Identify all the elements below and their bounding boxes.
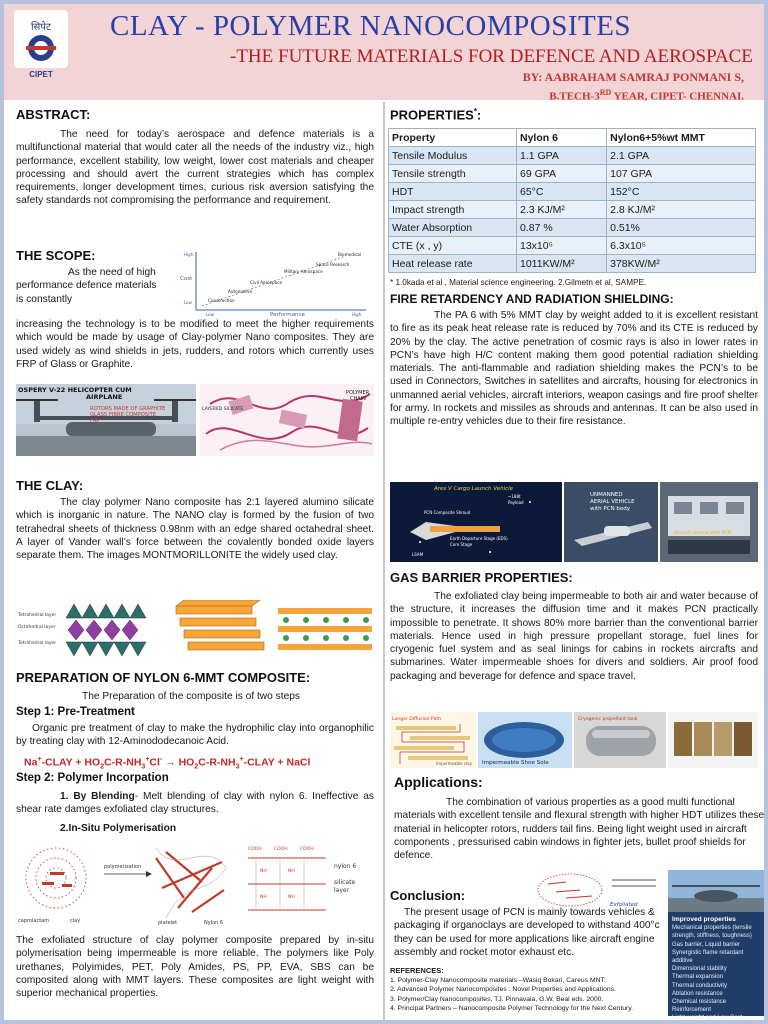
blending-text: 1. By Blending- Melt blending of clay with nylon 6. Ineffective as shear rate damges exfoliated clay structures. — [16, 791, 374, 816]
octahedral-layer-label: Octahedral layer — [18, 625, 56, 630]
fire-heading: FIRE RETARDENCY AND RADIATION SHIELDING: — [390, 292, 674, 306]
scope-text-a: As the need of high performance defence materials is constantly — [16, 267, 157, 305]
table-header-row — [389, 129, 756, 147]
ares-v-launch-image — [390, 482, 562, 562]
cipet-logo — [14, 10, 68, 68]
column-divider — [383, 102, 385, 1020]
impermeable-clay-label: Impermeable clay — [436, 761, 472, 766]
tetrahedral-layer-label-top: Tetrahedral layer — [18, 613, 57, 618]
ares-spec-a: ~188t — [508, 494, 521, 499]
conclusion-heading: Conclusion: — [390, 888, 466, 903]
helicopter-photo-image — [668, 870, 764, 912]
osprey-label-a: ROTORS MADE OF GRAPHITE — [90, 406, 166, 412]
cryogenic-tank-label: Cryogenic propellant tank — [578, 717, 638, 722]
aircraft-interior-image — [660, 482, 758, 562]
applications-text: The combination of various properties as a good multi functional materials with excellent tensile and flexural strength with higher HDT utilizes these material in helicopter rotors, rudders tail fins. Being light weight used in aircraft components , pressurised cabin windows in fighter jets, bullet proof shields for defence. — [394, 797, 765, 862]
diffusion-path-label: Longer Diffusion Path — [392, 717, 442, 722]
clay-label: clay — [70, 918, 81, 924]
ares-label-lsam: LSAM — [412, 552, 424, 557]
chart-ylabel: Cost — [180, 276, 193, 282]
clay-heading: THE CLAY: — [16, 478, 84, 493]
layer-label: layer — [334, 887, 350, 894]
uav-label-a: UNMANNED — [590, 492, 623, 498]
montmorillonite-images — [16, 600, 374, 660]
polymer-chain-image — [200, 384, 374, 456]
interior-label: Aircraft interior with PCN — [674, 531, 731, 536]
caprolactam-label: caprolactam — [18, 918, 50, 924]
polymer-chain-label-a: POLYMER — [346, 390, 370, 396]
tetrahedral-layer-label-bottom: Tetrahedral layer — [18, 641, 57, 646]
chart-point-space-research: Space Research — [316, 262, 350, 267]
uav-label-b: AERIAL VEHICLE — [590, 499, 635, 505]
clay-text: The clay polymer Nano composite has 2:1 layered alumino silicate which is inorganic in nature. The NANO clay is formed by the fusion of two tetrahedral sheets of thickness 0.98nm with an edge shared octahedral sheet. A layer of Vander wall’s force between the covalently bonded oxide layers separate them. The images MONTMORILLONITE the widely used clay. — [16, 497, 374, 562]
platelet-label: platelet — [158, 920, 178, 926]
osprey-title-a: OSPERY V-22 HELICOPTER CUM — [18, 386, 132, 394]
table-row: Tensile strength 69 GPA 107 GPA — [389, 165, 756, 183]
improved-property-item: Ablation resistance — [672, 990, 723, 997]
cryogenic-tank-image — [574, 712, 666, 768]
chart-x-high: High — [352, 312, 362, 317]
step2-heading: Step 2: Polymer Incorpation — [16, 772, 169, 784]
osprey-helicopter-image — [16, 384, 196, 456]
chart-point-automotive: Automotive — [228, 289, 253, 294]
nylon6-label: Nylon 6 — [204, 920, 224, 926]
diffusion-path-image — [390, 712, 476, 768]
improved-property-item: Mechanical properties (tensile — [672, 925, 752, 932]
cooh-label: COOH — [248, 847, 262, 852]
insitu-polymerisation-image — [16, 838, 374, 930]
properties-footnote: * 1.0kada et al , Material science engineering. 2.Gilmetn et al, SAMPE. — [390, 278, 647, 287]
gas-barrier-text: The exfoliated clay being impermeable to both air and water because of the structure, it increases the diffusion time and it makes PCN practically impossible to penetrate. It shows 80% more barrier than the conventional barrier materials. Hence used in high pressure propellant storage, fuel lines for cryogenic fuel system and as seal linings for cabins in rockets aircrafts and submarines. Water impermeable shoes for divers and soldiers. Air proof food packaging and beverage for defence and space travel. — [390, 591, 758, 682]
scope-cost-performance-chart — [166, 246, 374, 318]
osprey-title-b: AIRPLANE — [86, 393, 123, 401]
poster-author: BY: AABRAHAM SAMRAJ PONMANI S, — [522, 70, 744, 84]
improved-property-item: Gas barrier, Liquid barrier — [672, 941, 741, 948]
shoe-sole-label: Impermeable Shoe Sole — [482, 760, 549, 766]
improved-property-item: Light weight and Low Cost — [672, 1015, 743, 1022]
osprey-label-b: GLASS FIBRE COMPOSITE — [90, 412, 157, 418]
properties-heading: PROPERTIES*: — [390, 107, 482, 123]
table-header-cell: Property — [389, 129, 517, 147]
poster-year: B.TECH-3RD YEAR, CIPET- CHENNAI. — [549, 88, 744, 103]
improved-property-item: Thermal conductivity — [672, 982, 728, 989]
osprey-label-c: FRP — [90, 418, 100, 424]
insitu-heading: 2.In-Situ Polymerisation — [60, 823, 177, 834]
scope-text-b: increasing the technology is to be modified to meet the higher requirements which would be made by usage of Clay-polymer Nano composites. They are used widely as wind shields in jets, rudders, and rotors which currently uses FRP of Glass or Graphite. — [16, 319, 374, 370]
preparation-intro: The Preparation of the composite is of two steps — [82, 691, 301, 702]
abstract-heading: ABSTRACT: — [16, 107, 91, 122]
table-header-cell: Nylon6+5%wt MMT — [607, 129, 756, 147]
chart-point-biomedical: Biomedical — [338, 252, 362, 257]
ares-label-shroud: PCN Composite Shroud — [424, 510, 471, 515]
preparation-heading: PREPARATION OF NYLON 6-MMT COMPOSITE: — [16, 670, 311, 685]
nh-label: NH — [260, 869, 267, 874]
properties-table — [388, 128, 756, 273]
references-list — [390, 966, 680, 1014]
layered-silicate-label: LAYERED SILICATE — [202, 407, 244, 412]
logo-label: CIPET — [29, 70, 53, 79]
polymer-chain-label-b: CHAIN — [350, 396, 366, 402]
improved-property-item: Dimensional stability — [672, 966, 727, 973]
table-row: Impact strength 2.3 KJ/M² 2.8 KJ/M² — [389, 201, 756, 219]
table-row: Heat release rate 1011KW/M² 378KW/M² — [389, 255, 756, 273]
nh-label: NH — [260, 895, 267, 900]
logo-hindi-text: सिपेट — [30, 22, 52, 33]
chart-point-military-aerospace: Military Aerospace — [284, 269, 323, 274]
packaging-samples-image — [668, 712, 758, 768]
table-row: Tensile Modulus 1.1 GPA 2.1 GPA — [389, 147, 756, 165]
shoe-sole-image — [478, 712, 572, 768]
reference-item: 2. Advanced Polymer Nanocomposites : Novel Properties and Applications. — [390, 986, 616, 993]
improved-properties-heading: Improved properties — [672, 916, 736, 923]
polymerization-label: polymerization — [104, 864, 142, 870]
improved-property-item: Reinforcement — [672, 1007, 712, 1014]
chart-x-low: Low — [206, 312, 214, 317]
nh-label: NH — [288, 895, 295, 900]
chart-point-construction: Construction — [208, 298, 235, 303]
scope-heading: THE SCOPE: — [16, 248, 96, 263]
improved-property-item: Thermal expansion — [672, 974, 724, 981]
improved-property-item: Chemical resistance — [672, 999, 727, 1006]
applications-heading: Applications: — [394, 774, 483, 790]
nh-label: NH — [288, 869, 295, 874]
ares-title: Ares V Cargo Launch Vehicle — [434, 486, 514, 492]
preparation-closing: The exfoliated structure of clay polymer composite prepared by in-situ polymerisation being impermeable is more reliable. The polymers like Poly urethanes, Polyimides, PET, Poly Amides, PS, PP, EVA, SBS can be composited along with MMT layers. These composites are light weight with superior mechanical properties. — [16, 935, 374, 1000]
improved-property-item: Synergistic flame retardant additive — [672, 949, 744, 965]
poster-header — [4, 4, 764, 103]
silicate-label: silicate — [334, 879, 356, 886]
nylon6-layer-label: nylon 6 — [334, 863, 357, 870]
chart-y-low: Low — [184, 300, 192, 305]
improved-properties-box — [668, 912, 764, 1022]
reference-item: 1. Polymer-Clay Nanocomposite materials –Wasiq Bokari, Careus MNT. — [390, 976, 606, 984]
ares-label-eds: Earth Departure Stage (EDS) — [450, 536, 508, 541]
table-row: Water Absorption 0.87 % 0.51% — [389, 219, 756, 237]
step1-heading: Step 1: Pre-Treatment — [16, 706, 135, 718]
chart-xlabel: Performance — [270, 312, 305, 318]
abstract-text: The need for today’s aerospace and defence materials is a multifunctional material that would cater all the needs of the industry viz., high performance, excellent stability, low weight, lower cost materials and cheaper processing and should avert the current strategies which has complex requirements, longer development times, curious risk aversion satisfying the safety standards not compromising the performance and requirement. — [16, 129, 374, 207]
table-header-cell: Nylon 6 — [516, 129, 606, 147]
chart-y-high: High — [184, 252, 194, 257]
cooh-label: COOH — [274, 847, 288, 852]
step1-text: Organic pre treatment of clay to make the hydrophilic clay into organophilic by treating clay with 12-Aminododecanoic Acid. — [16, 723, 374, 748]
poster-title: CLAY - POLYMER NANOCOMPOSITES — [110, 10, 632, 42]
uav-label-c: with PCN body — [590, 506, 631, 512]
poster-subtitle: -THE FUTURE MATERIALS FOR DEFENCE AND AEROSPACE — [230, 46, 753, 67]
chart-point-civil-aerospace: Civil Aerospace — [250, 280, 283, 285]
pretreatment-equation: Na+-CLAY + $HO_2C-R-NH_3^+Cl^-$ → $HO_2C-R-NH_3^+$-CLAY + NaCl — [24, 756, 311, 771]
references-heading: REFERENCES: — [390, 966, 444, 975]
improved-property-item: strength, stiffness, toughness) — [672, 933, 752, 940]
ares-label-core: Core Stage — [450, 542, 473, 547]
ares-spec-b: Payload — [508, 500, 524, 505]
exfoliated-image — [536, 870, 664, 910]
fire-text: The PA 6 with 5% MMT clay by weight added to it is excellent resistant to fire as its peak heat release rate is reduced by 70% and its CTE is reduced by 20% by the clay. The active penetration of cosmic rays is also in lower rates in PCN’s have high H/C content making them good potential radiation shielding materials. The anti-flammable and radiation shielding makes the PCN’s to be used in Connectors, Switches in satellites and aircrafts, housing for electronics in unmanned aerial vehicles, aircraft interiors, weapon casings and fire proof shelter for army. In rockets and missiles as shrouds and antennas. It can be also used in multiple re-entry vehicles due to their fire resistance. — [390, 310, 758, 428]
reference-item: 3. Polymer/Clay Nanocomposites, TJ. Pinnavaia, G.W. Beal eds. 2000. — [390, 995, 604, 1003]
exfoliated-label: Exfoliated — [610, 902, 638, 908]
gas-barrier-heading: GAS BARRIER PROPERTIES: — [390, 570, 573, 585]
table-row: CTE (x , y) 13x10⁵ 6.3x10⁵ — [389, 237, 756, 255]
uav-image — [564, 482, 658, 562]
table-row: HDT 65°C 152°C — [389, 183, 756, 201]
cooh-label: COOH — [300, 847, 314, 852]
conclusion-text: The present usage of PCN is mainly towards vehicles & packaging if organoclays are developed to withstand 400°c they can be used for more applications like aircraft engine assembly and rocket motor exhaust etc. — [394, 907, 660, 958]
reference-item: 4. Principal Partners – Nanocomposite Polymer Technology for the Next Century. — [390, 1005, 634, 1012]
